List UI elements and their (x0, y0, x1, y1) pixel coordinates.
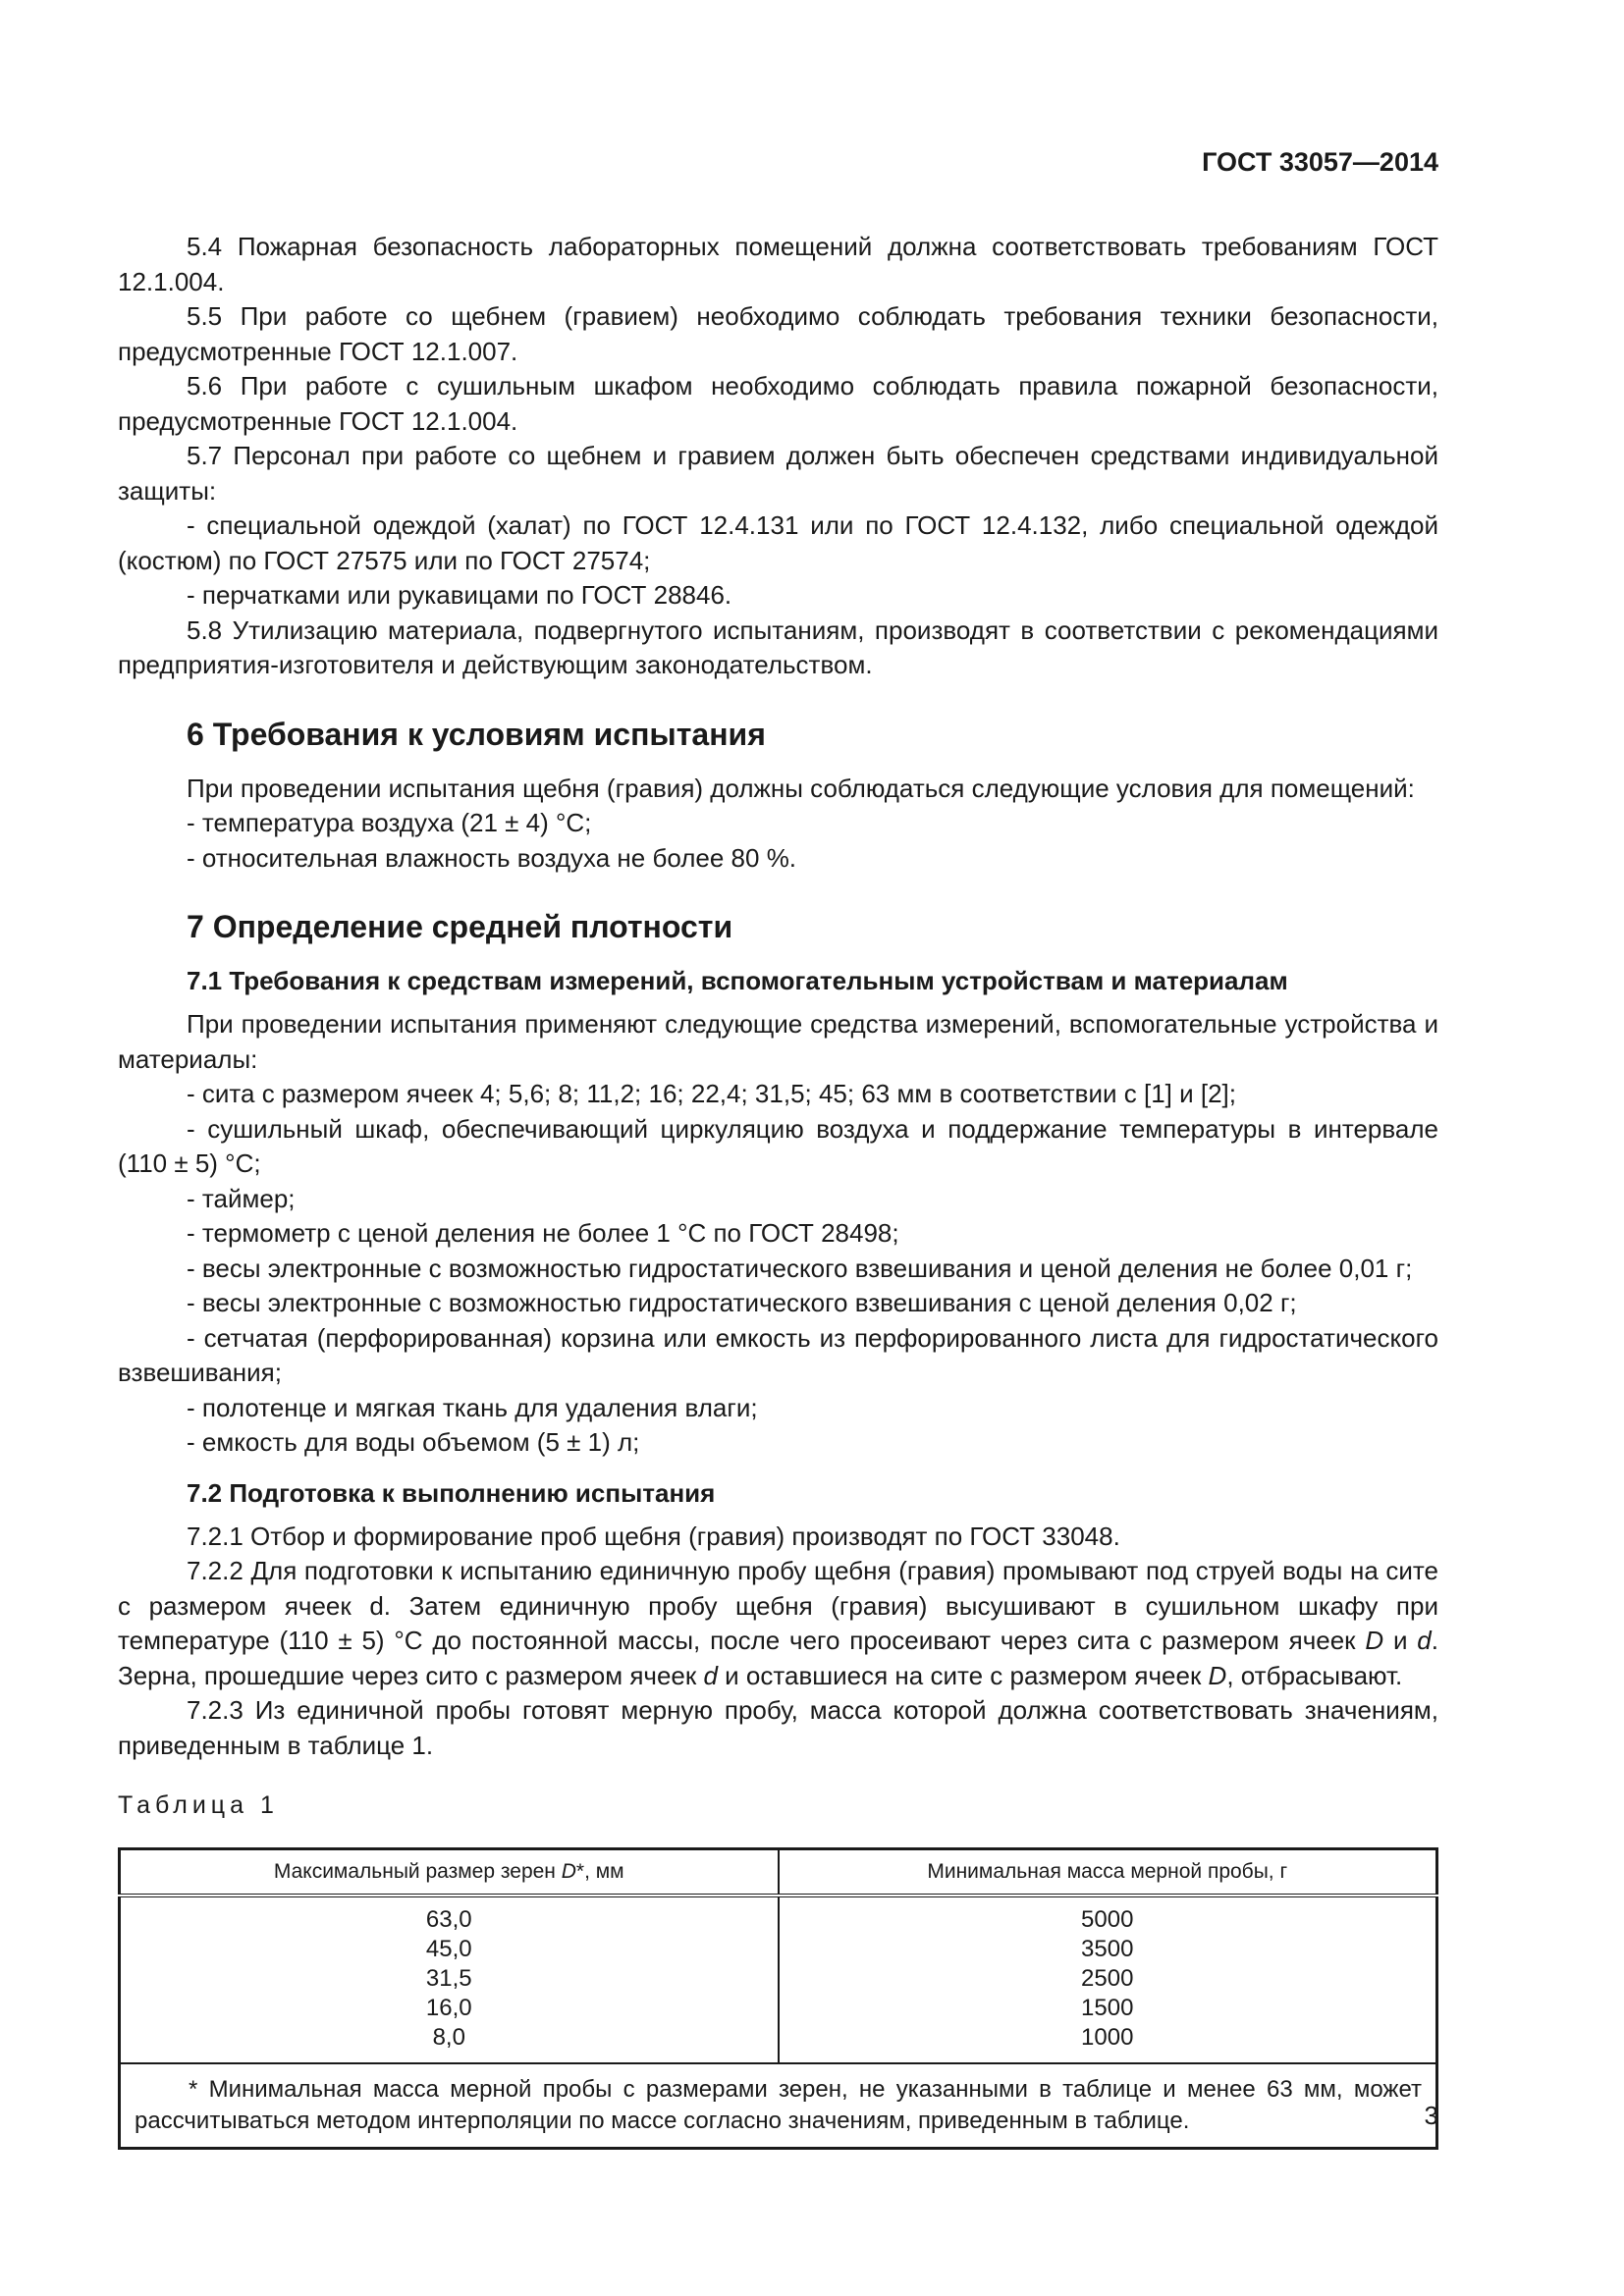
paragraph-5-4: 5.4 Пожарная безопасность лабораторных помещений должна соответствовать требованиям ГОСТ 12.1.004. (118, 232, 1438, 296)
list-item-humidity: - относительная влажность воздуха не более 80 %. (187, 842, 797, 873)
subsection-7-1-heading: 7.1 Требования к средствам измерений, вспомогательным устройствам и материалам (187, 966, 1288, 995)
column-max-grain-size-values (120, 1896, 779, 2063)
section-7-heading: 7 Определение средней плотности (187, 909, 733, 944)
subsection-7-2-heading: 7.2 Подготовка к выполнению испытания (187, 1477, 716, 1508)
table-cell: 8,0 (432, 2023, 465, 2051)
paragraph-7-2-1: 7.2.1 Отбор и формирование проб щебня (гравия) производят по ГОСТ 33048. (187, 1521, 1120, 1551)
table-cell: 1000 (1081, 2023, 1134, 2051)
paragraph-5-6: 5.6 При работе с сушильным шкафом необходимо соблюдать правила пожарной безопасности, предусмотренные ГОСТ 12.1.004. (118, 371, 1438, 436)
subsection-7-1-intro: При проведении испытания применяют следующие средства измерений, вспомогательные устройства и материалы: (118, 1009, 1438, 1074)
list-item-scales-002: - весы электронные с возможностью гидростатического взвешивания с ценой деления 0,02 г; (187, 1288, 1297, 1317)
list-item-thermometer: - термометр с ценой деления не более 1 °С по ГОСТ 28498; (187, 1218, 899, 1248)
list-item-clothing: - специальной одеждой (халат) по ГОСТ 12.4.131 или по ГОСТ 12.4.132, либо специальной одеждой (костюм) по ГОСТ 27575 или по ГОСТ 27574; (118, 510, 1438, 575)
list-item-sieves: - сита с размером ячеек 4; 5,6; 8; 11,2; 16; 22,4; 31,5; 45; 63 мм в соответствии с [1] и [2]; (187, 1079, 1236, 1108)
list-item-water-container: - емкость для воды объемом (5 ± 1) л; (187, 1427, 640, 1457)
column-min-sample-mass-values (779, 1896, 1437, 2063)
table-body-row (120, 1896, 1437, 2063)
column-header-max-grain-size: Максимальный размер зерен D*, мм (120, 1848, 779, 1896)
paragraph-5-5: 5.5 При работе со щебнем (гравием) необходимо соблюдать требования техники безопасности, предусмотренные ГОСТ 12.1.007. (118, 301, 1438, 366)
table-header-row (120, 1848, 1437, 1896)
section-6-heading: 6 Требования к условиям испытания (187, 716, 766, 752)
list-item-gloves: - перчатками или рукавицами по ГОСТ 28846. (187, 580, 732, 610)
table-cell: 2500 (1081, 1964, 1134, 1992)
list-item-timer: - таймер; (187, 1183, 296, 1213)
list-item-scales-001: - весы электронные с возможностью гидростатического взвешивания и ценой деления не более 0,01 г; (187, 1253, 1413, 1283)
table-cell: 31,5 (425, 1964, 472, 1992)
table-cell: 45,0 (425, 1935, 472, 1962)
paragraph-5-7: 5.7 Персонал при работе со щебнем и гравием должен быть обеспечен средствами индивидуальной защиты: (118, 441, 1438, 506)
table-caption: Таблица 1 (118, 1791, 279, 1819)
table-cell: 3500 (1081, 1935, 1134, 1962)
list-item-temperature: - температура воздуха (21 ± 4) °С; (187, 808, 592, 837)
paragraph-7-2-2: 7.2.2 Для подготовки к испытанию единичную пробу щебня (гравия) промывают под струей воды на сите с размером ячеек d. Затем единичную пробу щебня (гравия) высушивают в сушильном шкафу при температуре (110 ± 5) °С до постоянной массы, после чего просеивают через сита с размером ячеек D и d. Зерна, прошедшие через сито с размером ячеек d и оставшиеся на сите с размером ячеек D, отбрасывают. (118, 1556, 1438, 1690)
page-number: 3 (1424, 2101, 1438, 2130)
list-item-towel: - полотенце и мягкая ткань для удаления влаги; (187, 1392, 758, 1422)
paragraph-7-2-3: 7.2.3 Из единичной пробы готовят мерную пробу, масса которой должна соответствовать значениям, приведенным в таблице 1. (118, 1695, 1438, 1760)
table-footnote: * Минимальная масса мерной пробы с размерами зерен, не указанными в таблице и менее 63 мм, может рассчитываться методом интерполяции по массе согласно значениям, приведенным в таблице. (120, 2063, 1437, 2149)
table-cell: 63,0 (425, 1905, 472, 1933)
table-cell: 1500 (1081, 1994, 1134, 2021)
table-cell: 5000 (1081, 1905, 1134, 1933)
document-code: ГОСТ 33057—2014 (1202, 147, 1438, 177)
list-item-basket: - сетчатая (перфорированная) корзина или емкость из перфорированного листа для гидростатического взвешивания; (118, 1322, 1438, 1387)
paragraph-5-8: 5.8 Утилизацию материала, подвергнутого испытаниям, производят в соответствии с рекомендациями предприятия-изготовителя и действующим законодательством. (118, 614, 1438, 679)
page-content (118, 230, 1438, 2150)
list-item-drying-oven: - сушильный шкаф, обеспечивающий циркуляцию воздуха и поддержание температуры в интервале (110 ± 5) °С; (118, 1113, 1438, 1178)
table-cell: 16,0 (425, 1994, 472, 2021)
section-6-intro: При проведении испытания щебня (гравия) должны соблюдаться следующие условия для помещений: (187, 773, 1415, 803)
column-header-min-sample-mass: Минимальная масса мерной пробы, г (779, 1848, 1437, 1896)
